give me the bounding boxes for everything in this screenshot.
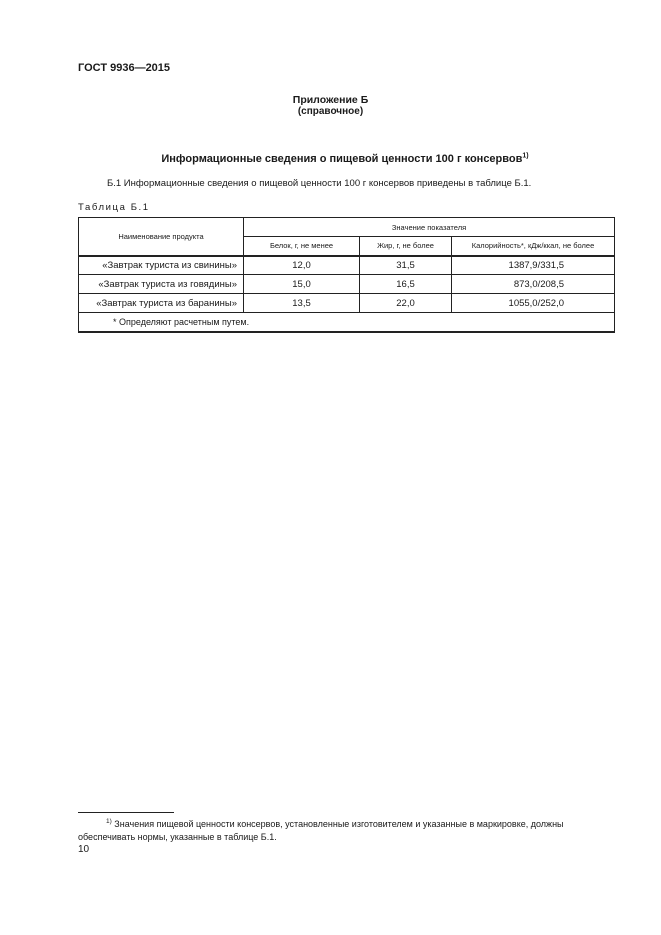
footnote-divider — [78, 812, 174, 813]
cell-product-name: «Завтрак туриста из говядины» — [79, 275, 244, 294]
table-note: * Определяют расчетным путем. — [79, 313, 615, 333]
header-fat: Жир, г, не более — [360, 237, 452, 256]
cell-fat: 22,0 — [360, 294, 452, 313]
footnote — [78, 815, 618, 844]
paragraph-b1: Б.1 Информационные сведения о пищевой ценности 100 г консервов приведены в таблице Б.1. — [107, 178, 532, 189]
table-row — [79, 294, 615, 313]
nutrition-table — [78, 217, 615, 333]
cell-fat: 16,5 — [360, 275, 452, 294]
header-product-name: Наименование продукта — [79, 218, 244, 256]
cell-product-name: «Завтрак туриста из свинины» — [79, 256, 244, 275]
cell-fat: 31,5 — [360, 256, 452, 275]
header-calories: Калорийность*, кДж/ккал, не более — [452, 237, 615, 256]
table-row — [79, 256, 615, 275]
footnote-reference: 1) — [522, 152, 529, 160]
cell-calories: 1387,9/331,5 — [452, 256, 615, 275]
table-caption: Таблица Б.1 — [78, 202, 150, 213]
section-title — [0, 153, 661, 165]
cell-protein: 15,0 — [244, 275, 360, 294]
appendix-kind: (справочное) — [297, 106, 364, 117]
page-number: 10 — [78, 844, 90, 855]
document-code: ГОСТ 9936—2015 — [78, 62, 171, 74]
cell-product-name: «Завтрак туриста из баранины» — [79, 294, 244, 313]
appendix-title: Приложение Б — [292, 94, 369, 106]
cell-calories: 1055,0/252,0 — [452, 294, 615, 313]
cell-protein: 12,0 — [244, 256, 360, 275]
cell-protein: 13,5 — [244, 294, 360, 313]
section-title-text: Информационные сведения о пищевой ценности 100 г консервов — [161, 153, 523, 165]
header-indicator-group: Значение показателя — [244, 218, 615, 237]
table-row — [79, 275, 615, 294]
cell-calories: 873,0/208,5 — [452, 275, 615, 294]
header-protein: Белок, г, не менее — [244, 237, 360, 256]
footnote-text: Значения пищевой ценности консервов, установленные изготовителем и указанные в маркировке, должны обеспечивать нормы, указанные в таблице Б.1. — [78, 819, 564, 842]
footnote-mark: 1) — [106, 818, 112, 825]
